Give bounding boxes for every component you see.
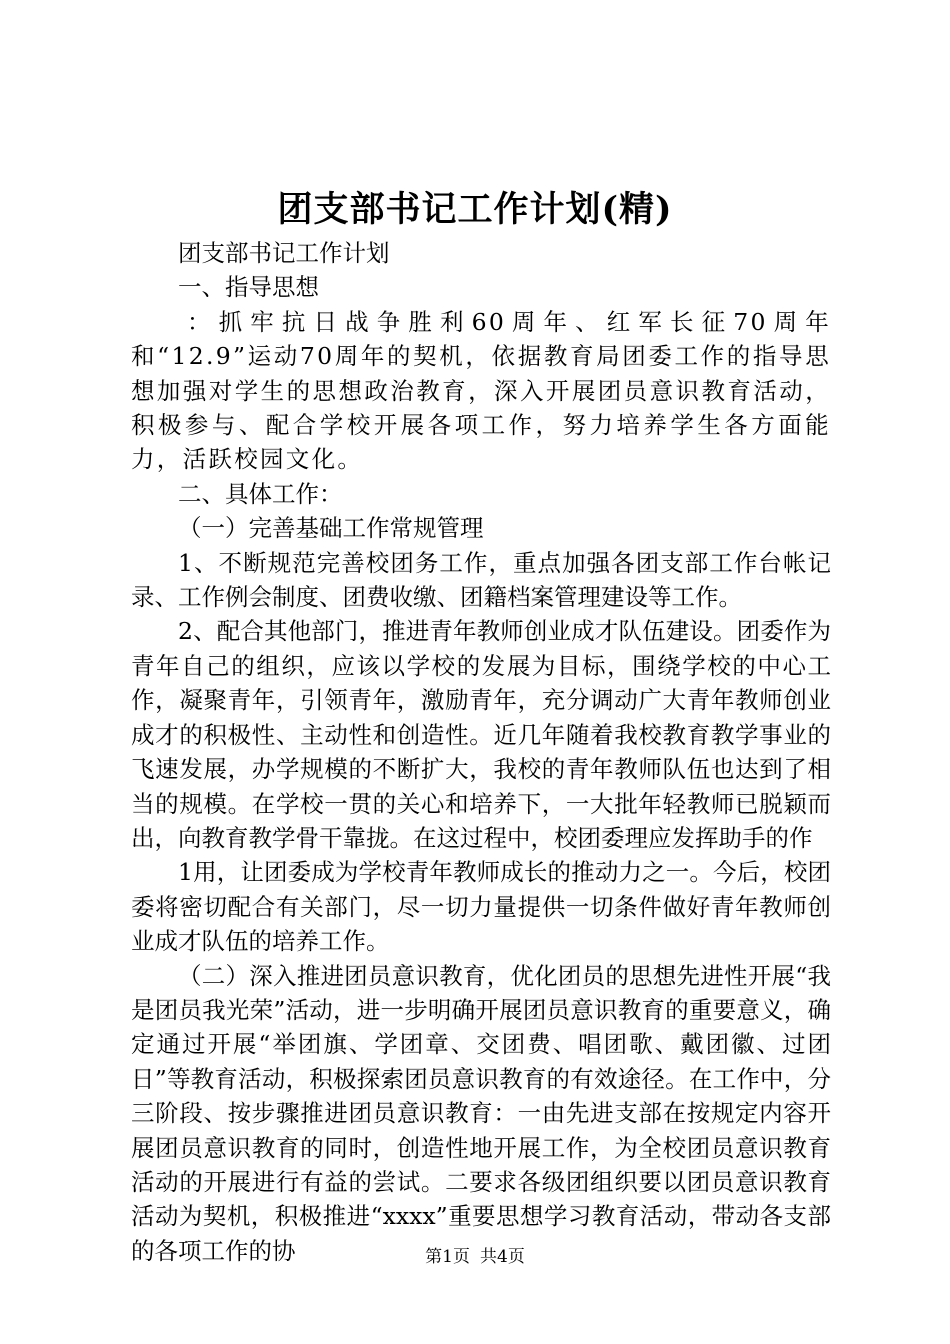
subtitle-paragraph: 团支部书记工作计划 <box>178 239 390 267</box>
work-item-2-continued-paragraph: 1用，让团委成为学校青年教师成长的推动力之一。今后，校团委将密切配合有关部门，尽一切力量提供一切条件做好青年教师创业成才队伍的培养工作。 <box>131 858 831 956</box>
page-total: 共4页 <box>480 1247 525 1267</box>
work-item-2-paragraph: 2、配合其他部门，推进青年教师创业成才队伍建设。团委作为青年自己的组织，应该以学校的发展为目标，围绕学校的中心工作，凝聚青年，引领青年，激励青年，充分调动广大青年教师创业成才的积极性、主动性和创造性。近几年随着我校教育教学事业的飞速发展，办学规模的不断扩大，我校的青年教师队伍也达到了相当的规模。在学校一贯的关心和培养下，一大批年轻教师已脱颖而出，向教育教学骨干靠拢。在这过程中，校团委理应发挥助手的作 <box>131 617 831 852</box>
section-heading-2: 二、具体工作： <box>178 479 343 508</box>
section-heading-1: 一、指导思想 <box>178 273 319 302</box>
subsection-2-paragraph: （二）深入推进团员意识教育，优化团员的思想先进性开展“我是团员我光荣”活动，进一步明确开展团员意识教育的重要意义，确定通过开展“举团旗、学团章、交团费、唱团歌、戴团徽、过团日”等教育活动，积极探索团员意识教育的有效途径。在工作中，分三阶段、按步骤推进团员意识教育：一由先进支部在按规定内容开展团员意识教育的同时，创造性地开展工作，为全校团员意识教育活动的开展进行有益的尝试。二要求各级团组织要以团员意识教育活动为契机，积极推进“xxxx”重要思想学习教育活动，带动各支部的各项工作的协 <box>131 961 831 1265</box>
guiding-thought-paragraph: ：抓牢抗日战争胜利60周年、红军长征70周年和“12.9”运动70周年的契机，依据教育局团委工作的指导思想加强对学生的思想政治教育，深入开展团员意识教育活动，积极参与、配合学校开展各项工作，努力培养学生各方面能力，活跃校园文化。 <box>131 307 831 474</box>
subsection-heading-1: （一）完善基础工作常规管理 <box>178 514 484 543</box>
document-title: 团支部书记工作计划(精) <box>277 189 673 230</box>
page-number: 第1页 <box>425 1247 470 1267</box>
page-footer <box>0 1245 950 1269</box>
work-item-1-paragraph: 1、不断规范完善校团务工作，重点加强各团支部工作台帐记录、工作例会制度、团费收缴、团籍档案管理建设等工作。 <box>131 548 831 612</box>
document-body <box>131 236 831 1268</box>
